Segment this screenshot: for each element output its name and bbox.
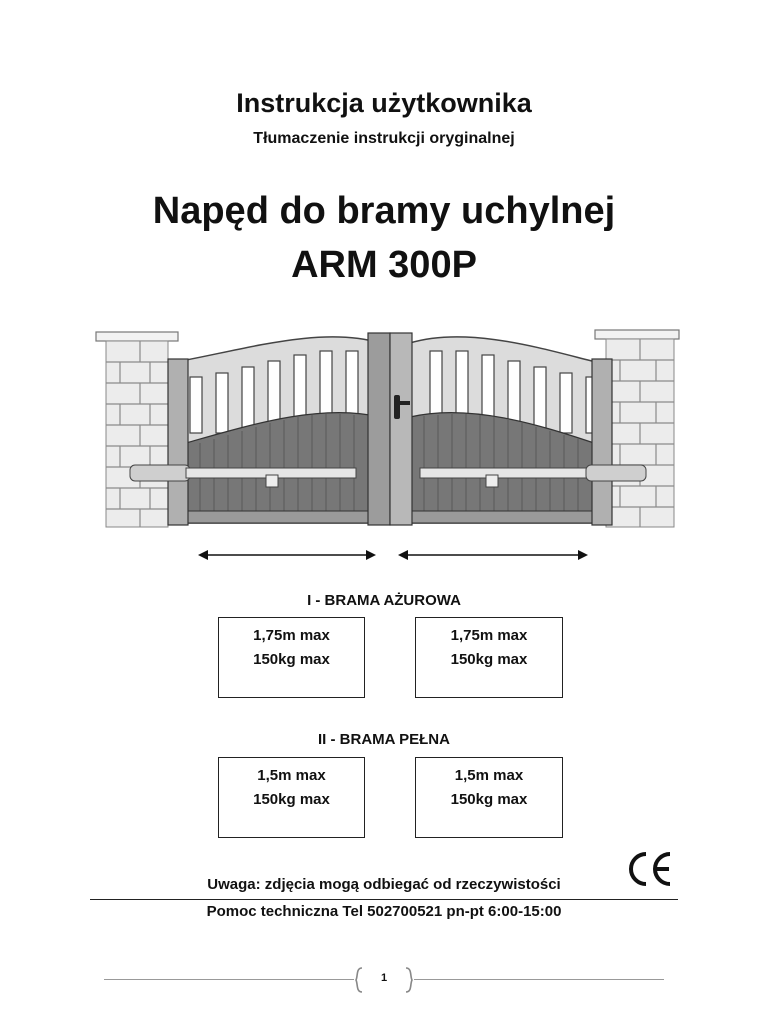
page-rule-left [104, 979, 354, 980]
spec-box [415, 617, 563, 698]
document-title: Instrukcja użytkownika [236, 88, 532, 118]
left-gate-leaf [168, 337, 380, 525]
disclaimer-note: Uwaga: zdjęcia mogą odbiegać od rzeczywistości [207, 876, 561, 893]
spec-length: 1,75m max [450, 627, 528, 644]
spec-box [218, 617, 365, 698]
footer-divider [90, 899, 678, 900]
spec-length: 1,75m max [253, 627, 330, 644]
left-brick-pillar [96, 332, 178, 527]
section-label-solid-gate: II - BRAMA PEŁNA [318, 731, 450, 748]
spec-weight: 150kg max [450, 791, 528, 808]
right-gate-leaf [410, 337, 612, 525]
document-subtitle: Tłumaczenie instrukcji oryginalnej [253, 130, 515, 147]
gate-illustration [90, 325, 680, 575]
spec-box [218, 757, 365, 838]
support-contact: Pomoc techniczna Tel 502700521 pn-pt 6:00-15:00 [206, 903, 562, 920]
product-model: ARM 300P [291, 244, 477, 286]
right-width-arrow [398, 550, 588, 560]
spec-weight: 150kg max [253, 651, 330, 668]
center-posts [368, 333, 412, 525]
spec-length: 1,5m max [454, 767, 524, 784]
spec-box [415, 757, 563, 838]
product-name: Napęd do bramy uchylnej [152, 190, 616, 232]
page-number: 1 [380, 972, 388, 984]
spec-weight: 150kg max [450, 651, 528, 668]
spec-weight: 150kg max [253, 791, 330, 808]
section-label-openwork-gate: I - BRAMA AŻUROWA [307, 592, 461, 609]
spec-length: 1,5m max [257, 767, 326, 784]
left-width-arrow [198, 550, 376, 560]
page-rule-right [414, 979, 664, 980]
